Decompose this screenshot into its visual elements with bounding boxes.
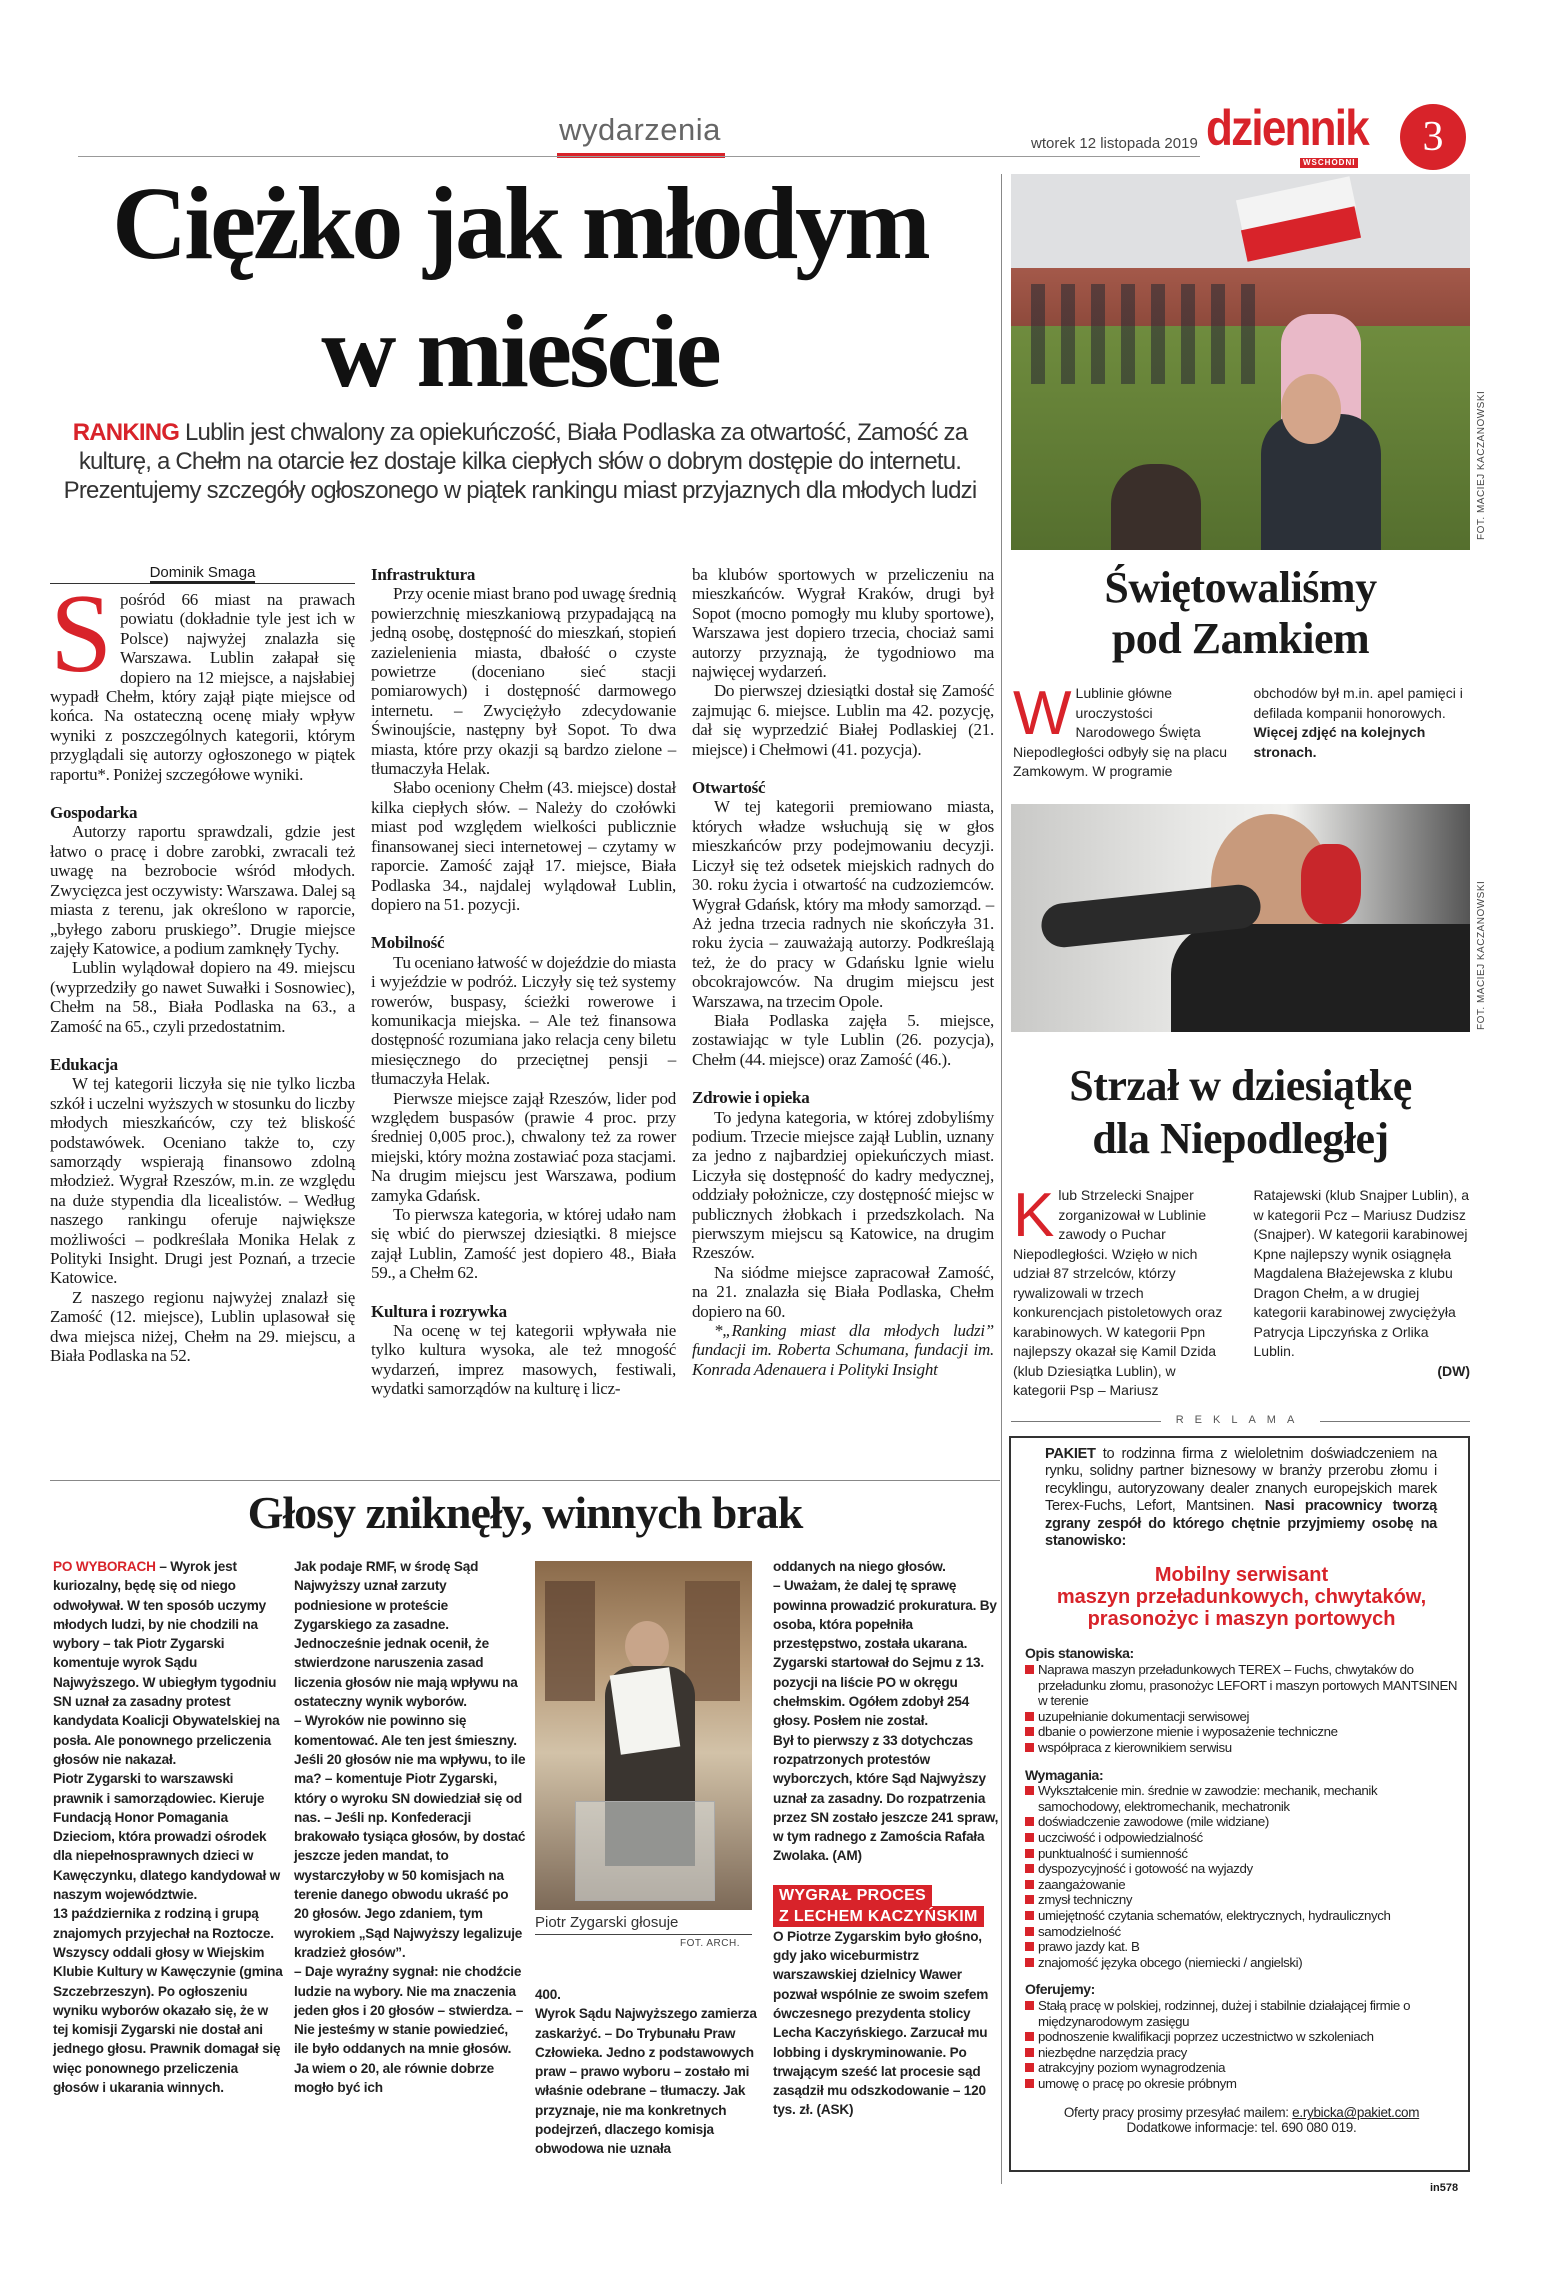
paragraph: Na siódme miejsce zapracował Zamość, na 21. znalazła się Biała Podlaska, Chełm dopiero na 60. <box>692 1262 994 1321</box>
page-number: 3 <box>1400 104 1466 170</box>
story1-title-line-2: pod Zamkiem <box>1111 614 1370 663</box>
paragraph: Piotr Zygarski to warszawski prawnik i samorządowiec. Kieruje Fundacją Honor Pomagania Dzieciom, która prowadzi ośrodek dla niepełnosprawnych dzieci w Kawęczynku, dlatego kandydował w naszym województwie. <box>53 1771 281 1903</box>
header-rule <box>78 156 1200 157</box>
story1-body: Lublinie główne uroczystości Narodowego Święta Niepodległości odbyły się na placu Zamkowym. W programie obchodów był m.in. apel pamięci i defilada kompanii honorowych. <box>1013 685 1463 779</box>
paragraph: Do pierwszej dziesiątki dostał się Zamość zajmując 6. miejsce. Lublin ma 42. pozycję, dał się wyprzedzić Białej Podlaskiej (21. miejsce) i Chełmowi (41. pozycja). <box>692 681 994 759</box>
newspaper-logo: dziennik <box>1206 100 1368 156</box>
duties-list <box>1025 1662 1460 1756</box>
section-heading: Otwartość <box>692 778 766 798</box>
story1-title-line-1: Świętowaliśmy <box>1104 563 1377 612</box>
lead-kicker: RANKING <box>72 419 180 446</box>
requirements-list <box>1025 1783 1460 1970</box>
intro-text: pośród 66 miast na prawach powiatu (dokładnie tyle jest ich w Polsce) najwyżej znalazła się Warszawa. Lublin załapał się dopiero na 12 miejsce, a najsłabiej wypadł Chełm, który zajął piąte miejsce od końca. Na ostateczną ocenę miały wpływ wyniki z poszczególnych kategorii, którym przyglądali się autorzy ogłoszonego w piątek raportu*. Poniżej szczegółowe wyniki. <box>50 590 355 784</box>
photo-celebration <box>1011 174 1470 550</box>
list-item: doświadczenie zawodowe (mile widziane) <box>1025 1814 1460 1830</box>
paragraph: Wyrok Sądu Najwyższego zamierza zaskarżyć. – Do Trybunału Praw Człowieka. Jedno z podstawowych praw – prawo wyboru – zostało mi właśnie odebrane – tłumaczy. Jak przyznaje, nie ma konkretnych podejrzeń, dlaczego komisja obwodowa nie uznała <box>535 2006 757 2157</box>
paragraph: W tej kategorii premiowano miasta, których władze wsłuchują się w głos mieszkańców przy podejmowaniu decyzji. Liczył się też odsetek miejskich radnych do 30. roku życia i otwartość na cudzoziemców. Wygrał Gdańsk, który ma młody samorząd. – Aż jedna trzecia radnych nie skończyła 31. roku życia – zauważają autorzy. Podkreślają też, że do pracy w Gdańsku lgnie wielu obcokrajowców. Na drugim miejscu jest Warszawa, na trzecim Opole. <box>692 797 994 1011</box>
issue-date: wtorek 12 listopada 2019 <box>1031 135 1198 152</box>
section-heading: Zdrowie i opieka <box>692 1088 810 1108</box>
list-item: umowę o pracę po okresie próbnym <box>1025 2076 1460 2092</box>
column-body <box>53 1769 285 2097</box>
newspaper-logo-sub: WSCHODNI <box>1300 158 1358 168</box>
paragraph: – Daje wyraźny sygnał: nie chodźcie ludzie na wybory. Nie ma znaczenia jeden głos i 20 głosów – stwierdza. – Nie jesteśmy w stanie powiedzieć, ile było oddanych na mnie głosów. Ja wiem o 20, ale równie dobrze mogło być ich <box>294 1964 524 2096</box>
paragraph: Przy ocenie miast brano pod uwagę średnią powierzchnię mieszkaniową przypadającą na jedną osobę, dostępność do mieszkań, stopień zazielenienia miasta, dbałość o czyste powietrze (doceniano sieć stacji pomiarowych) i dostępność darmowego internetu. – Zwyciężyło zdecydowanie Świnoujście, następny był Sopot. To dwa miasta, które przy okazji są bardzo zielone – tłumaczyła Helak. <box>371 584 676 779</box>
paragraph: To jedyna kategoria, w której zdobyliśmy podium. Trzecie miejsce zajął Lublin, uznany za jedno z najbardziej opiekuńczych miast. Liczyła się dostępność do kadry medycznej, oddziały położnicze, czy dostępność miejsc w publicznych żłobkach i przedszkolach. Na pierwszym miejscu są Katowice, na drugim Rzeszów. <box>692 1107 994 1263</box>
paragraph: Słabo oceniony Chełm (43. miejsce) dostał kilka ciepłych słów. – Należy do czołówki miast pod względem wielkości publicznie finansowanej sieci internetowej – czytamy w raporcie. Zamość zajął 17. miejsce, Biała Podlaska 34., najdalej wylądował Lublin, dopiero na 51. pozycji. <box>371 778 676 914</box>
offer-heading: Oferujemy: <box>1025 1981 1095 1998</box>
photo-head <box>625 1621 669 1671</box>
author-name: Dominik Smaga <box>150 564 256 584</box>
list-item: prawo jazdy kat. B <box>1025 1939 1460 1955</box>
article-separator <box>50 1480 1000 1481</box>
dropcap: K <box>1013 1181 1055 1250</box>
ad-company: PAKIET <box>1045 1446 1096 1462</box>
duties-heading: Opis stanowiska: <box>1025 1645 1134 1662</box>
ad-requirements <box>1025 1768 1460 1971</box>
box-title-line-2: Z LECHEM KACZYŃSKIM <box>773 1906 984 1927</box>
paragraph: 400. <box>535 1987 561 2002</box>
paragraph: Lublin wylądował dopiero na 49. miejscu (wyprzedziły go nawet Suwałki i Sosnowiec), Chełm na 58., Biała Podlaska na 63., a Zamość na 65., czyli przedostatnim. <box>50 958 355 1036</box>
ad-code: in578 <box>1430 2182 1459 2194</box>
article-column-2 <box>371 565 676 1399</box>
dropcap: S <box>50 572 113 696</box>
list-item: Stałą pracę w polskiej, rodzinnej, dużej i stabilnie działającej firmie o międzynarodowym zasięgu <box>1025 1998 1460 2029</box>
section-heading: Gospodarka <box>50 803 138 823</box>
ad-contact <box>1011 2105 1472 2135</box>
photo-credit: FOT. ARCH. <box>680 1938 741 1949</box>
ad-label: REKLAMA <box>1011 1414 1470 1426</box>
paragraph: Był to pierwszy z 33 dotychczas rozpatrzonych protestów wyborczych, które Sąd Najwyższy uznał za zasadny. Do rozpatrzenia przez SN zostało jeszcze 241 spraw, w tym radnego z Zamościa Rafała Zwolaka. (AM) <box>773 1732 999 1864</box>
column-1-body <box>50 803 355 1365</box>
column-body <box>773 1557 1001 1866</box>
paragraph: Zygarski startował do Sejmu z 13. pozycji na liście PO w okręgu chełmskim. Ogółem zdobył 254 głosy. Posłem nie został. <box>773 1655 984 1729</box>
paragraph: ba klubów sportowych w przeliczeniu na mieszkańców. Wygrał Kraków, drugi był Sopot (mocno pomogły mu kluby sportowe), Warszawa jest dopiero trzecia, chociaż sami autorzy przyznają, że tygodniowo ma najwięcej wydarzeń. <box>692 565 994 682</box>
photo-voter <box>535 1561 752 1910</box>
kicker: PO WYBORACH <box>53 1559 156 1574</box>
lead-text: Lublin jest chwalony za opiekuńczość, Biała Podlaska za otwartość, Zamość za kulturę, a Chełm na otarcie łez dostaje kilka ciepłych słów o dobrym dostępie do internetu. Prezentujemy szczegóły ogłoszonego w piątek rankingu miast przyjaznych dla młodych ludzi <box>63 419 977 504</box>
list-item: podnoszenie kwalifikacji poprzez uczestnictwo w szkoleniach <box>1025 2029 1460 2045</box>
list-item: uczciwość i odpowiedzialność <box>1025 1830 1460 1846</box>
paragraph: Pierwsze miejsce zajął Rzeszów, lider pod względem buspasów (prawie 4 proc. przy średniej 0,005 proc.), chwalony też za rower miejski, który można zostawiać poza stacjami. Na drugim miejscu jest Warszawa, podium zamyka Gdańsk. <box>371 1088 676 1205</box>
photo-shooter <box>1011 804 1470 1032</box>
article-column-3 <box>692 565 994 1379</box>
ad-position-title <box>1011 1564 1472 1630</box>
paragraph: – Uważam, że dalej tę sprawę powinna prowadzić prokuratura. By osoba, która popełniła przestępstwo, została ukarana. <box>773 1578 997 1652</box>
photo-face <box>1281 374 1341 444</box>
section-heading: Mobilność <box>371 933 445 953</box>
paragraph: Tu oceniano łatwość w dojeździe do miasta i wyjeździe w podróż. Liczyły się też systemy rowerów, buspasy, ścieżki rowerowe i komunikacja miejska. – Ale też finansowa dostępność rozumiana jako relacja ceny biletu miesięcznego do przeciętnej pensji – tłumaczyła Helak. <box>371 952 676 1089</box>
list-item: niezbędne narzędzia pracy <box>1025 2045 1460 2061</box>
photo-woman <box>1111 464 1201 550</box>
position-line: prasonożyc i maszyn portowych <box>1087 1608 1396 1631</box>
ad-offer <box>1025 1982 1460 2091</box>
article-lead <box>50 418 990 505</box>
contact-phone: Dodatkowe informacje: tel. 690 080 019. <box>1126 2120 1357 2136</box>
paragraph: Na ocenę w tej kategorii wpływała nie tylko kultura wysoka, ale też mnogość wydarzeń, imprez masowych, festiwali, wydatki samorządów na kulturę i licz- <box>371 1321 676 1399</box>
section-heading: Kultura i rozrywka <box>371 1301 507 1321</box>
contact-email-link[interactable]: e.rybicka@pakiet.com <box>1292 2105 1420 2121</box>
list-item: atrakcyjny poziom wynagrodzenia <box>1025 2060 1460 2076</box>
box-title-line-1: WYGRAŁ PROCES <box>773 1885 932 1906</box>
ad-intro <box>1045 1446 1437 1550</box>
photo-ballot <box>610 1667 681 1755</box>
photo-credit: FOT. MACIEJ KACZANOWSKI <box>1476 390 1487 540</box>
list-item: Naprawa maszyn przeładunkowych TEREX – Fuchs, chwytaków do przeładunku złomu, prasonożyc LEFORT i maszyn portowych MANTSINEN w terenie <box>1025 1662 1460 1709</box>
contact-text: Oferty pracy prosimy przesyłać mailem: <box>1063 2105 1293 2121</box>
second-column-2 <box>294 1557 526 2097</box>
photo-window <box>685 1581 740 1701</box>
list-item: punktualność i sumienność <box>1025 1846 1460 1862</box>
position-line: maszyn przeładunkowych, chwytaków, <box>1056 1586 1427 1609</box>
requirements-heading: Wymagania: <box>1025 1766 1104 1783</box>
photo-caption: Piotr Zygarski głosuje <box>535 1912 752 1935</box>
section-heading: Infrastruktura <box>371 565 476 584</box>
photo-ballot-box <box>575 1801 715 1901</box>
paragraph: Autorzy raportu sprawdzali, gdzie jest łatwo o pracę i dobre zarobki, zwracali też uwagę na bezrobocie wśród młodych. Zwycięzca jest oczywisty: Warszawa. Dalej są miasta z terenu, jak określono w raporcie, „byłego zaboru pruskiego”. Drugie miejsce zajęły Katowice, a podium zamknęły Tychy. <box>50 822 355 958</box>
second-column-1 <box>53 1557 285 2097</box>
list-item: Wykształcenie min. średnie w zawodzie: mechanik, mechanik samochodowy, elektromechanik, mechatronik <box>1025 1783 1460 1814</box>
paragraph: 13 października z rodziną i grupą znajomych przyjechał na Roztocze. Wszyscy oddali głosy w Wiejskim Klubie Kultury w Kawęczynie (gmina Szczebrzeszyn). Po ogłoszeniu wyniku wyborów okazało się, że w tej komisji Zygarski nie dostał ani jednego głosu. Prawnik domagał się więc ponownego przeliczenia głosów i ukarania winnych. <box>53 1906 283 2096</box>
story2-text <box>1013 1181 1470 1401</box>
box-text: O Piotrze Zygarskim było głośno, gdy jako wiceburmistrz warszawskiej dzielnicy Wawer pozwał wspólnie ze swoim szefem ówczesnego prezydenta stolicy Lecha Kaczyńskiego. Zarzucał mu lobbing i dyskryminowanie. Po trwającym sześć lat procesie sąd zasądził mu odszkodowanie – 120 tys. zł. (ASK) <box>773 1928 989 2118</box>
ad-intro-text: to rodzinna firma z wieloletnim doświadczeniem na rynku, solidny partner biznesowy w branży przerobu złomu i recyklingu, autoryzowany dealer znanych europejskich marek Terex-Fuchs, Lefort, Mantsinen. <box>1045 1446 1437 1515</box>
paragraph: Biała Podlaska zajęła 5. miejsce, zostawiając w tyle Lublin (26. pozycja), Chełm (44. miejsce) oraz Zamość (46.). <box>692 1010 994 1069</box>
second-headline: Głosy zniknęły, winnych brak <box>247 1487 803 1538</box>
second-column-3 <box>535 1985 760 2159</box>
paragraph: W tej kategorii liczyła się nie tylko liczba szkół i uczelni wyższych w stosunku do liczby młodych mieszkańców, czy też bliskość podstawówek. Oceniano także to, czy samorządy wspierają finansowo zdolną młodzież. Wygrał Rzeszów, m.in. ze względu na duże stypendia dla licealistów. – Według naszego rankingu oferuje największe możliwości – podkreślała Monika Helak z Polityki Insight. Drugi jest Poznań, a trzecie Katowice. <box>50 1074 355 1288</box>
list-item: zaangażowanie <box>1025 1877 1460 1893</box>
offer-list <box>1025 1998 1460 2092</box>
sidebar-box-heading <box>773 1866 1001 1927</box>
second-column-4 <box>773 1557 1001 2120</box>
photo-window <box>545 1581 595 1701</box>
headline-line-1: Ciężko jak młodym <box>112 166 928 281</box>
story2-title-line-1: Strzał w dziesiątkę <box>1069 1061 1412 1110</box>
column-divider <box>1001 174 1002 2184</box>
headline-line-2: w mieście <box>321 294 719 409</box>
story1-more-link[interactable]: Więcej zdjęć na kolejnych stronach. <box>1253 724 1426 760</box>
paragraph <box>53 1557 285 1769</box>
list-item: uzupełnianie dokumentacji serwisowej <box>1025 1709 1460 1725</box>
paragraph: – Wyroków nie powinno się komentować. Ale ten jest śmieszny. Jeśli 20 głosów nie ma wpływu, to ile ma? – komentuje Piotr Zygarski, który o wyroku SN dowiedział się od nas. – Jeśli np. Konfederacji brakowało tysiąca głosów, by dostać jeszcze jeden mandat, to wystarczyłoby w 50 komisjach na terenie danego obwodu ukraść po 20 głosów. Jego zdaniem, tym wyrokiem „Sąd Najwyższy legalizuje kradzież głosów”. <box>294 1713 526 1960</box>
list-item: dbanie o powierzone mienie i wyposażenie techniczne <box>1025 1724 1460 1740</box>
list-item: samodzielność <box>1025 1924 1460 1940</box>
list-item: umiejętność czytania schematów, elektrycznych, hydraulicznych <box>1025 1908 1460 1924</box>
story2-body: lub Strzelecki Snajper zorganizował w Lublinie zawody o Puchar Niepodległości. Wzięło w nich udział 87 strzelców, którzy rywalizowali w trzech konkurencjach pistoletowych oraz karabinowych. W kategorii Ppn najlepszy okazał się Kamil Dzida (klub Dziesiątka Lublin), w kategorii Psp – Mariusz Ratajewski (klub Snajper Lublin), a w kategorii Pcz – Mariusz Dudzisz (Snajper). W kategorii karabinowej Kpne najlepszy wynik osiągnęła Magdalena Błażejewska z klubu Dragon Chełm, a w drugiej kategorii karabinowej zwyciężyła Patrycja Lipczyńska z Orlika Lublin. <box>1013 1187 1470 1398</box>
job-advertisement <box>1009 1436 1470 2172</box>
ad-duties <box>1025 1646 1460 1755</box>
photo-shooter-body <box>1171 924 1470 1032</box>
story2-title-line-2: dla Niepodległej <box>1092 1114 1389 1163</box>
ad-intro-bold: Nasi pracownicy tworzą zgrany zespół do którego chętnie przyjmiemy osobę na stanowisko: <box>1045 1498 1437 1550</box>
list-item: zmysł techniczny <box>1025 1892 1460 1908</box>
section-heading: Edukacja <box>50 1054 118 1074</box>
list-item: dyspozycyjność i gotowość na wyjazdy <box>1025 1861 1460 1877</box>
list-item: znajomość języka obcego (niemiecki / angielski) <box>1025 1955 1460 1971</box>
position-line: Mobilny serwisant <box>1154 1564 1329 1587</box>
paragraph: *„Ranking miast dla młodych ludzi” fundacji im. Roberta Schumana, fundacji im. Konrada Adenauera i Polityki Insight <box>692 1321 994 1379</box>
story2-signature: (DW) <box>1437 1362 1470 1379</box>
dropcap: W <box>1013 679 1072 748</box>
list-item: współpraca z kierownikiem serwisu <box>1025 1740 1460 1756</box>
section-label: wydarzenia <box>559 112 721 147</box>
photo-ear-muff <box>1301 844 1361 924</box>
paragraph: oddanych na niego głosów. <box>773 1559 946 1574</box>
photo-credit: FOT. MACIEJ KACZANOWSKI <box>1476 880 1487 1030</box>
photo-crowd <box>1031 284 1261 384</box>
first-paragraph-text: – Wyrok jest kuriozalny, będę się od niego odwoływał. W ten sposób uczymy młodych ludzi, by nie chodzili na wybory – tak Piotr Zygarski komentuje wyrok Sądu Najwyższego. W ubiegłym tygodniu SN uznał za zasadny protest kandydata Koalicji Obywatelskiej na posła. Ale ponownego przeliczenia głosów nie nakazał. <box>53 1559 280 1767</box>
paragraph: Jak podaje RMF, w środę Sąd Najwyższy uznał zarzuty podniesione w proteście Zygarskiego za zasadne. Jednocześnie jednak ocenił, że stwierdzone naruszenia zasad liczenia głosów nie mają wpływu na ostateczny wynik wyborów. <box>294 1559 518 1710</box>
story1-text <box>1013 679 1470 782</box>
paragraph: Z naszego regionu najwyżej znalazł się Zamość (12. miejsce), Lublin uplasował się dwa miejsca niżej, Chełm na 29. miejscu, a Biała Podlaska na 52. <box>50 1287 355 1366</box>
paragraph: To pierwsza kategoria, w której udało nam się wbić do pierwszej dziesiątki. 8 miejsce zajął Lublin, Zamość jest dopiero 48., Biała 59., a Chełm 62. <box>371 1205 676 1283</box>
